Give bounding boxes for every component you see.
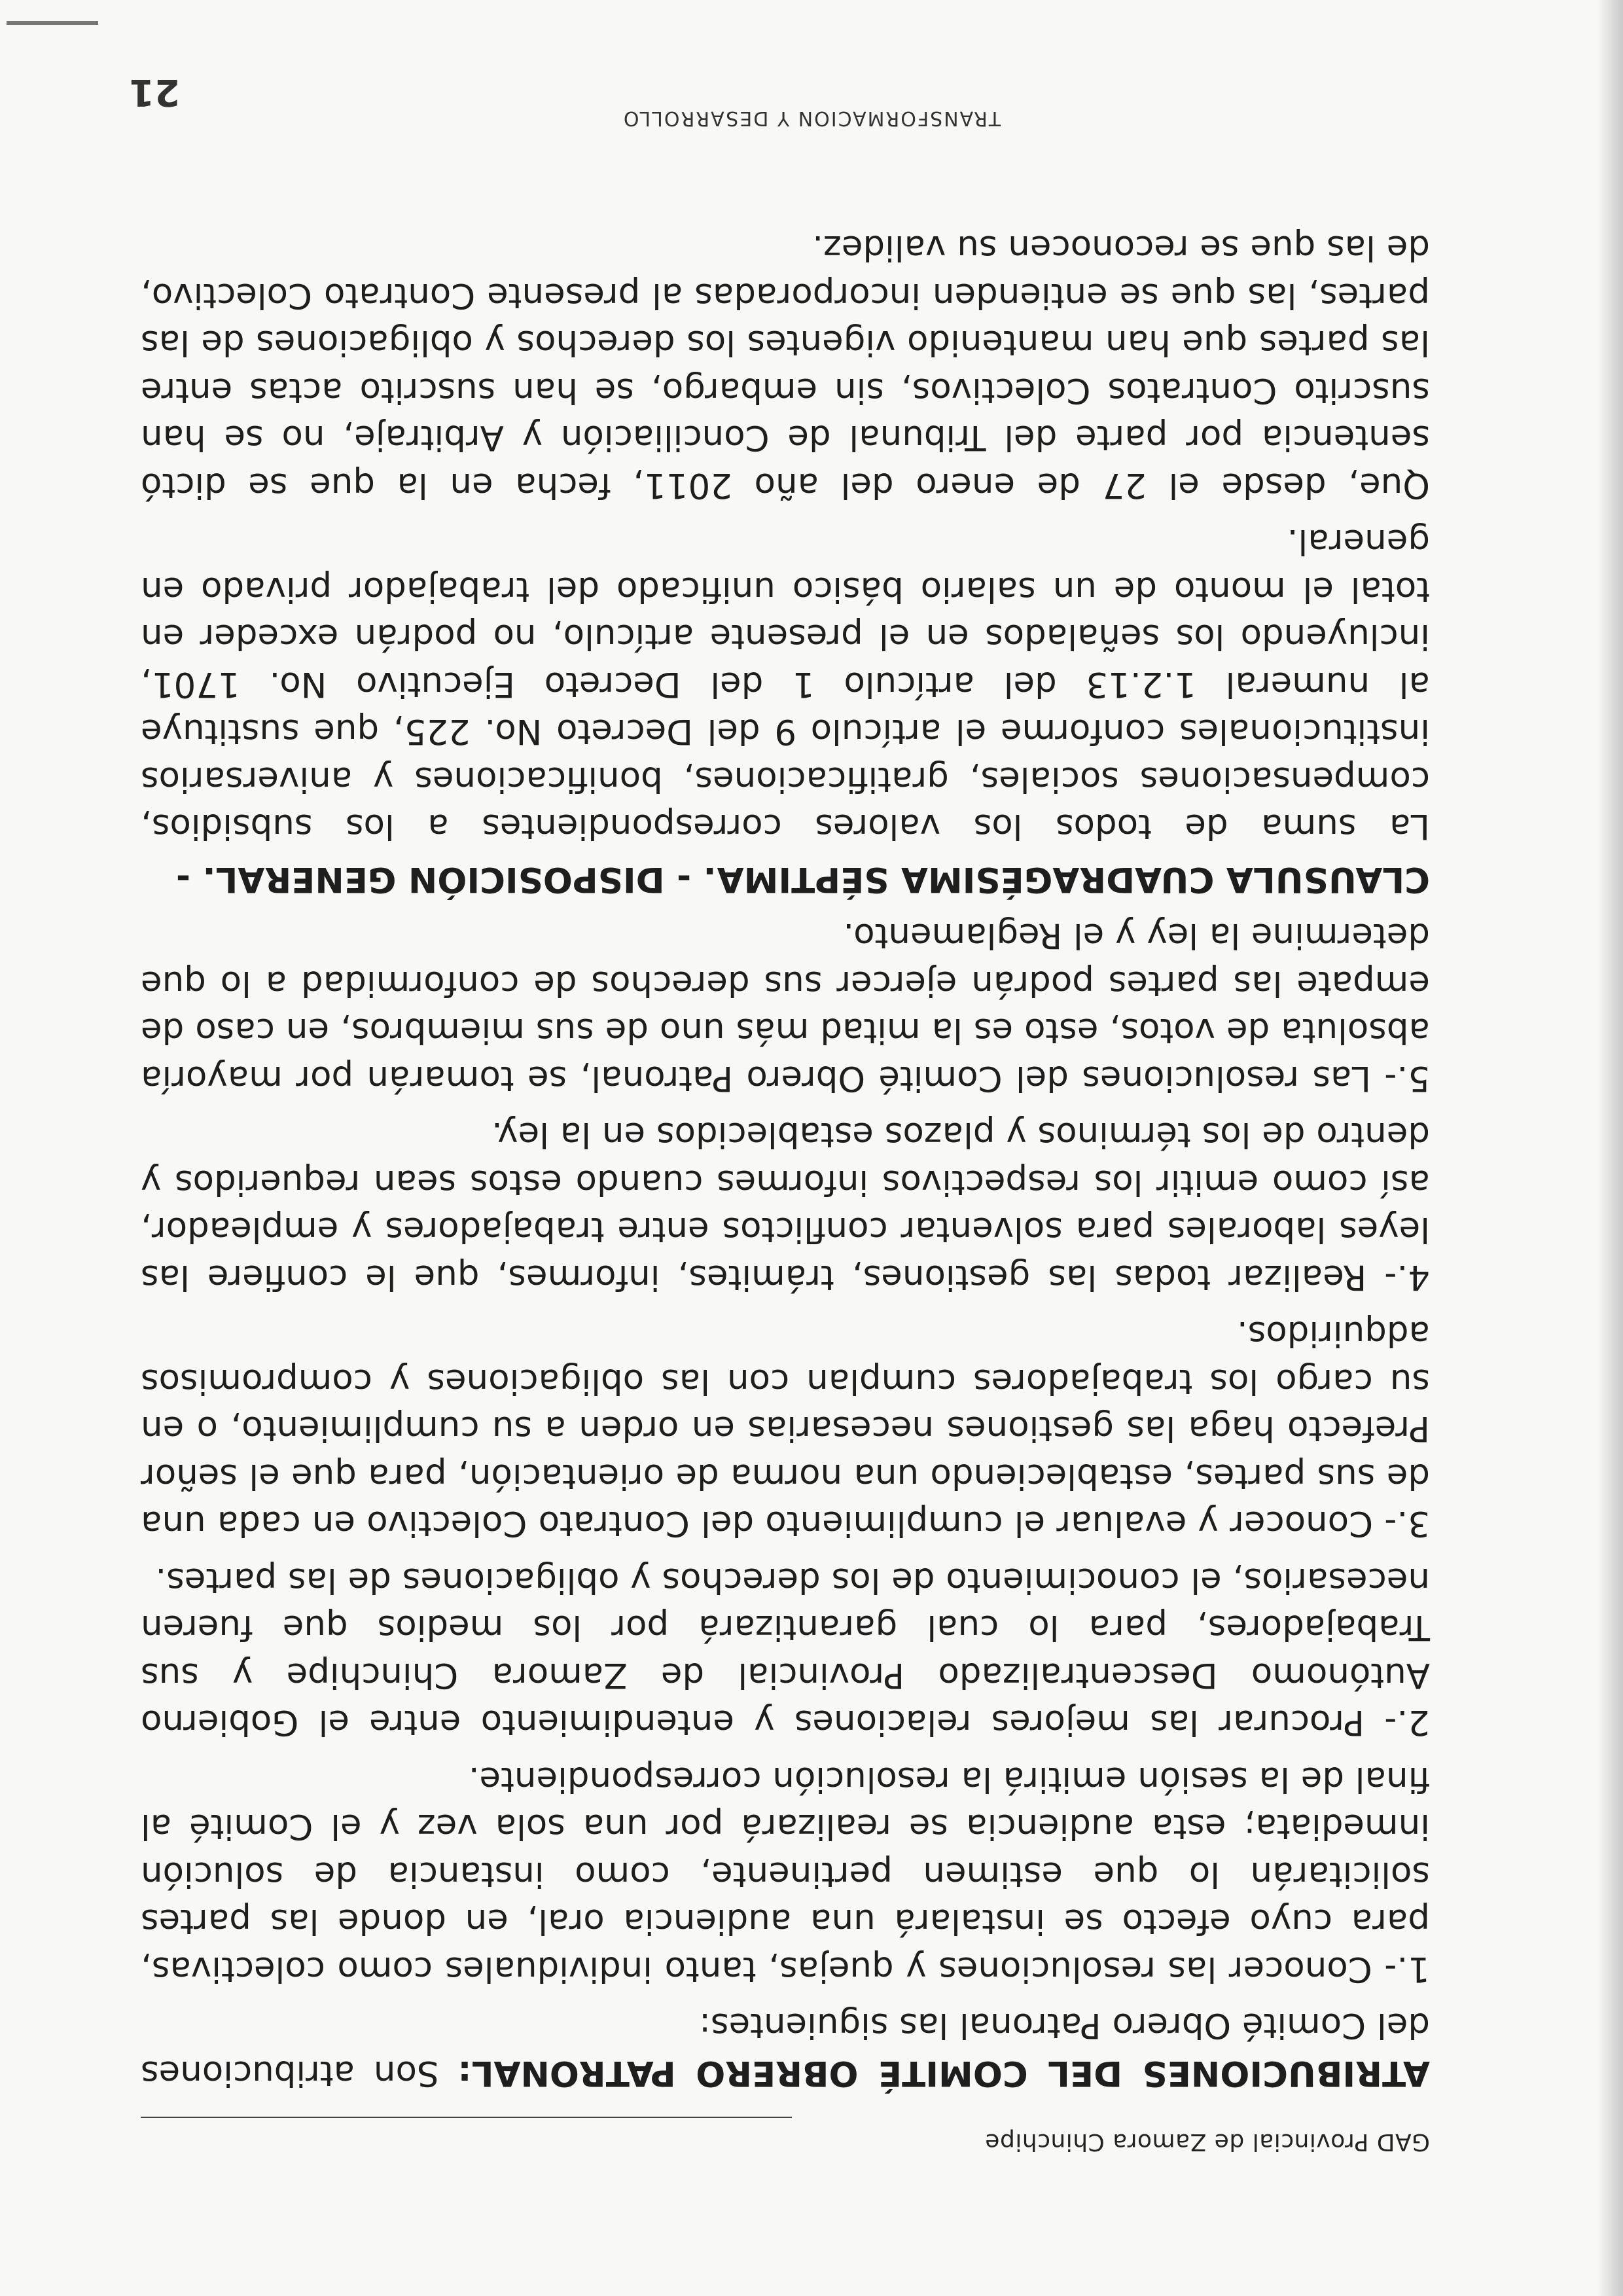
page-number: 21: [129, 71, 180, 113]
atribuciones-intro: Son atribuciones del Comité Obrero Patronal las siguientes:: [141, 2005, 1430, 2093]
body-text: [141, 215, 1430, 2096]
septima-paragraph-1: La suma de todos los valores correspondientes a los subsidios, compensaciones sociales, gratificaciones, bonificaciones y aniversarios institucionales conforme el artículo 9 del Decreto No. 225, que sustituye al numeral 1.2.13 del artículo 1 del Decreto Ejecutivo No. 1701, incluyendo los señalados en el presente artículo, no podrán exceder en total el monto de un salario básico unificado del trabajador privado en general.: [141, 522, 1430, 847]
atribuciones-heading: ATRIBUCIONES DEL COMITÉ OBRERO PATRONAL:: [457, 2053, 1430, 2093]
footer-title: TRANSFORMACION Y DESARROLLO: [622, 107, 1001, 130]
list-item: 1.- Conocer las resoluciones y quejas, tanto individuales como colectivas, para cuyo efecto se instalará una audiencia oral, en donde las partes solicitarán lo que estimen pertinente, como instancia de solución inmediata; esta audiencia se realizará por una sola vez y el Comité al final de la sesión emitirá la resolución correspondiente.: [141, 1759, 1430, 1989]
septima-paragraph-2: Que, desde el 27 de enero del año 2011, fecha en la que se dictó sentencia por parte del Tribunal de Conciliación y Arbitraje, no se han suscrito Contratos Colectivos, sin embargo, se han suscrito actas entre las partes que han mantenido vigentes los derechos y obligaciones de las partes, las que se entienden incorporadas al presente Contrato Colectivo, de las que se reconocen su validez.: [141, 228, 1430, 505]
page-header: GAD Provincial de Zamora Chinchipe: [984, 2128, 1430, 2155]
list-item: 4.- Realizar todas las gestiones, trámites, informes, que le confiere las leyes laborales para solventar conflictos entre trabajadores y empleador, así como emitir los respectivos informes cuando estos sean requeridos y dentro de los términos y plazos establecidos en la ley.: [141, 1115, 1430, 1297]
atribuciones-paragraph: [141, 2001, 1430, 2096]
header-rule: [141, 2117, 792, 2118]
list-item: 2.- Procurar las mejores relaciones y entendimiento entre el Gobierno Autónomo Descentralizado Provincial de Zamora Chinchipe y sus Trabajadores, para lo cual garantizará por los medios que fueren necesarios, el conocimiento de los derechos y obligaciones de las partes.: [141, 1560, 1430, 1743]
page-edge-shadow: [1597, 0, 1623, 2296]
septima-heading: CLAUSULA CUADRAGÉSIMA SÉPTIMA. - DISPOSICIÓN GENERAL. -: [176, 859, 1430, 899]
list-item: 3.- Conocer y evaluar el cumplimiento del Contrato Colectivo en cada una de sus partes, estableciendo una norma de orientación, para que el señor Prefecto haga las gestiones necesarias en orden a su cumplimiento, o en su cargo los trabajadores cumplan con las obligaciones y compromisos adquiridos.: [141, 1314, 1430, 1544]
list-item: 5.- Las resoluciones del Comité Obrero Patronal, se tomarán por mayoría absoluta de votos, esto es la mitad más uno de sus miembros, en caso de empate las partes podrán ejercer sus derechos de conformidad a lo que determine la ley y el Reglamento.: [141, 916, 1430, 1098]
scan-mark: [7, 21, 98, 25]
